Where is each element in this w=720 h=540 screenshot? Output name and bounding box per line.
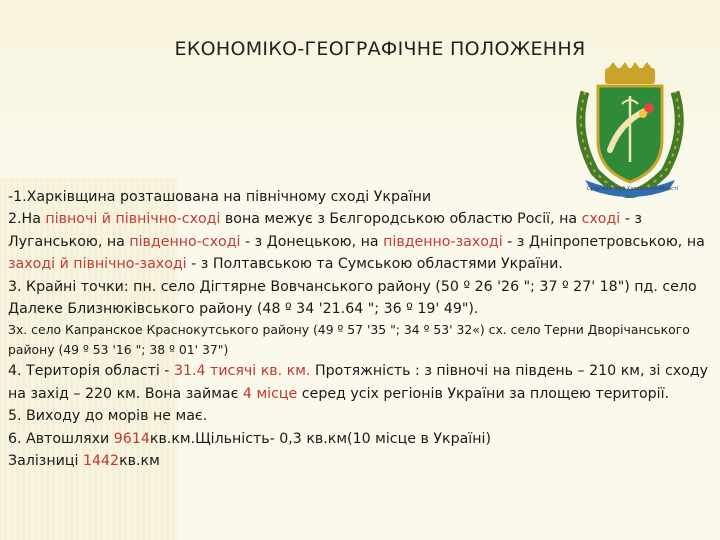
text-span: Зх. село Капранское Краснокутського району (49 º 57 '35 "; 34 º 53' 32«) сх. село Терни Дворічанського району (49 º 53 '16 "; 38 º 01' 37"): [8, 322, 690, 358]
highlight-span: 1442: [82, 453, 120, 470]
paragraph-1: [8, 186, 716, 208]
coat-caption: Сучасний герб Харківської області: [586, 186, 679, 192]
paragraph-2: [8, 208, 716, 275]
text-span: - з Донецькою, на: [240, 233, 384, 250]
paragraph-7: [8, 450, 716, 472]
highlight-span: 9614: [113, 430, 150, 447]
paragraph-4: [8, 360, 716, 405]
text-span: - з Полтавською та Сумською областями України.: [186, 256, 563, 273]
highlight-span: 31.4 тисячі кв. км.: [173, 363, 311, 380]
paragraph-3: [8, 276, 716, 321]
content-body: [8, 186, 716, 472]
paragraph-6: [8, 428, 716, 450]
highlight-span: південно-заході: [383, 233, 503, 250]
highlight-span: сході: [581, 211, 621, 228]
text-span: вона межує з Бєлгородською областю Росії, на: [220, 211, 582, 228]
text-span: серед усіх регіонів України за площею території.: [297, 385, 670, 402]
slide-title: ЕКОНОМІКО-ГЕОГРАФІЧНЕ ПОЛОЖЕННЯ: [174, 38, 586, 60]
text-span: кв.км.Щільність- 0,3 кв.км(10 місце в Україні): [149, 430, 491, 447]
paragraph-5: [8, 405, 716, 427]
text-span: - з Луганською, на: [8, 211, 642, 250]
highlight-span: 4 місце: [242, 385, 298, 402]
highlight-span: півночі й північно-сході: [45, 211, 221, 228]
text-span: 3. Крайні точки: пн. село Дігтярне Вовчанського району (50 º 26 '26 "; 37 º 27' 18") пд. село Далеке Близнюківського району (48 º 34 '21.64 "; 36 º 19' 49").: [8, 278, 697, 318]
coat-of-arms-icon: [565, 62, 695, 198]
highlight-span: заході й північно-заході: [8, 256, 187, 273]
text-span: - з Дніпропетровською, на: [502, 233, 705, 250]
text-span: Протяжність : з півночі на південь – 210 км, зі сходу на захід – 220 км. Вона займає: [8, 363, 709, 402]
text-span: кв.км: [119, 453, 160, 470]
paragraph-3b: [8, 320, 716, 360]
text-span: 4. Територія області -: [8, 363, 174, 380]
highlight-span: південно-сході: [129, 233, 241, 250]
text-span: 6. Автошляхи: [8, 430, 114, 447]
text-span: Залізниці: [8, 453, 83, 470]
text-span: 5. Виходу до морів не має.: [8, 408, 208, 425]
text-span: 2.На: [8, 211, 46, 228]
text-span: -1.Харківщина розташована на північному сході України: [8, 189, 432, 205]
